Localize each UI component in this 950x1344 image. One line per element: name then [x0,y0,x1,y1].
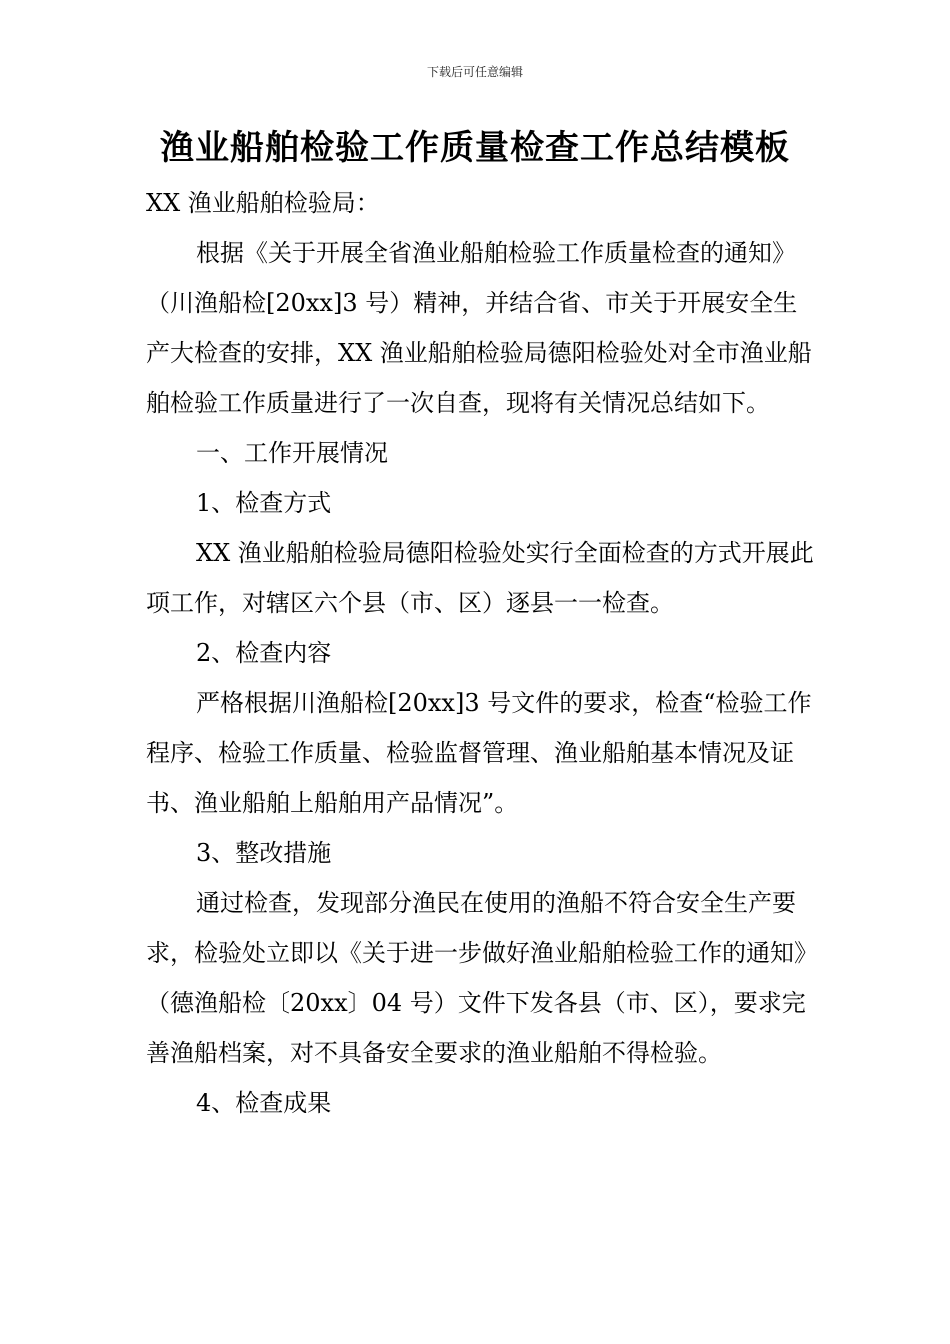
intro-paragraph: 根据《关于开展全省渔业船舶检验工作质量检查的通知》（川渔船检[20xx]3 号）精神，并结合省、市关于开展安全生产大检查的安排，XX 渔业船舶检验局德阳检验处对全市渔业船舶检验工作质量进行了一次自查，现将有关情况总结如下。 [146,239,812,417]
item-body-inspection-method: XX 渔业船舶检验局德阳检验处实行全面检查的方式开展此项工作，对辖区六个县（市、区）逐县一一检查。 [146,539,814,617]
item-heading-rectification-measures: 3、整改措施 [196,839,332,867]
item-heading-inspection-results: 4、检查成果 [196,1089,332,1117]
item-heading-inspection-method: 1、检查方式 [196,489,332,517]
header-note: 下载后可任意编辑 [426,65,523,79]
section-heading-work-status: 一、工作开展情况 [196,439,388,467]
document-title: 渔业船舶检验工作质量检查工作总结模板 [160,128,790,168]
item-heading-inspection-content: 2、检查内容 [196,639,332,667]
document-body [146,178,816,1128]
salutation: XX 渔业船舶检验局： [146,189,380,217]
item-body-inspection-content: 严格根据川渔船检[20xx]3 号文件的要求，检查“检验工作程序、检验工作质量、检验监督管理、渔业船舶基本情况及证书、渔业船舶上船舶用产品情况”。 [146,689,812,817]
item-body-rectification-measures: 通过检查，发现部分渔民在使用的渔船不符合安全生产要求，检验处立即以《关于进一步做好渔业船舶检验工作的通知》（德渔船检〔20xx〕04 号）文件下发各县（市、区），要求完善渔船档案，对不具备安全要求的渔业船舶不得检验。 [146,889,806,1067]
